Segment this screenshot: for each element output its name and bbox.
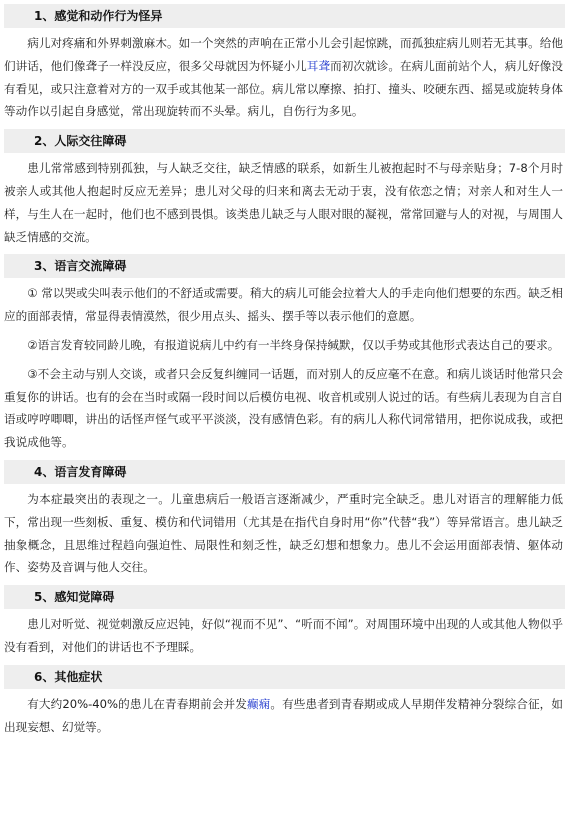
paragraph-text: 而初次就诊。在病儿面前站个人，病儿好像没有看见，或只注意着对方的一双手或其他某一部位。病儿常以摩擦、拍打、撞头、咬硬东西、摇晃或旋转身体等动作以引起自身感觉，常出现旋转而不头晕。病儿，自伤行为多见。 bbox=[4, 58, 563, 119]
paragraph: ②语言发育较同龄儿晚，有报道说病儿中约有一半终身保持缄默，仅以手势或其他形式表达自己的要求。 bbox=[27, 337, 560, 352]
paragraph: 为本症最突出的表现之一。儿童患病后一般语言逐渐减少，严重时完全缺乏。患儿对语言的理解能力低下，常出现一些刻板、重复、模仿和代词错用（尤其是在指代自身时用“你”代替“我”）等异常语言。患儿缺乏抽象概念，且思维过程趋向强迫性、局限性和刻乏性，缺乏幻想和想象力。患儿不会运用面部表情、躯体动作、姿势及音调与他人交往。 bbox=[4, 491, 563, 575]
link-epilepsy[interactable]: 癫痫 bbox=[246, 696, 271, 711]
section-title-perception: 5、感知觉障碍 bbox=[4, 585, 565, 609]
paragraph: 患儿常常感到特别孤独，与人缺乏交往，缺乏情感的联系，如新生儿被抱起时不与母亲贴身；7-8个月时被亲人或其他人抱起时反应无差异；患儿对父母的归来和离去无动于衷，没有依恋之情；对亲人和对生人一样，与生人在一起时，他们也不感到畏惧。该类患儿缺乏与人眼对眼的凝视，常常回避与人的对视，与周围人缺乏情感的交流。 bbox=[4, 161, 563, 244]
paragraph bbox=[4, 693, 565, 739]
section-title-language-communication: 3、语言交流障碍 bbox=[4, 254, 565, 278]
section-title-social-interaction: 2、人际交往障碍 bbox=[4, 129, 565, 153]
paragraph-text: 有大约20%-40%的患儿在青春期前会并发 bbox=[27, 696, 247, 711]
section-title-sensory-behavior: 1、感觉和动作行为怪异 bbox=[4, 4, 565, 28]
link-deafness[interactable]: 耳聋 bbox=[306, 58, 331, 73]
paragraph: ③不会主动与别人交谈，或者只会反复纠缠同一话题，而对别人的反应毫不在意。和病儿谈话时他常只会重复你的讲话。也有的会在当时或隔一段时间以后模仿电视、收音机或别人说过的话。有些病儿表现为自言自语或哼哼唧唧，讲出的话怪声怪气或平平淡淡，没有感情色彩。有的病儿人称代词常错用，把你说成我，或把我说成他等。 bbox=[4, 366, 563, 450]
paragraph: 患儿对听觉、视觉刺激反应迟钝，好似“视而不见”、“听而不闻”。对周围环境中出现的人或其他人物似乎没有看到，对他们的讲话也不予理睬。 bbox=[4, 617, 563, 654]
paragraph-text: 病儿对疼痛和外界刺激麻木。如一个突然的声响在正常小儿会引起惊跳，而孤独症病儿则若无其事。给他们讲话，他们像聋子一样没反应，很多父母就因为怀疑小儿 bbox=[4, 36, 563, 73]
section-title-other-symptoms: 6、其他症状 bbox=[4, 665, 565, 689]
section-title-language-development: 4、语言发育障碍 bbox=[4, 460, 565, 484]
paragraph-text: 。有些患者到青春期或成人早期伴发精神分裂综合征，如出现妄想、幻觉等。 bbox=[4, 696, 563, 734]
paragraph bbox=[4, 32, 565, 123]
paragraph: ① 常以哭或尖叫表示他们的不舒适或需要。稍大的病儿可能会拉着大人的手走向他们想要的东西。缺乏相应的面部表情，常显得表情漠然，很少用点头、摇头、摆手等以表示他们的意愿。 bbox=[4, 286, 563, 324]
